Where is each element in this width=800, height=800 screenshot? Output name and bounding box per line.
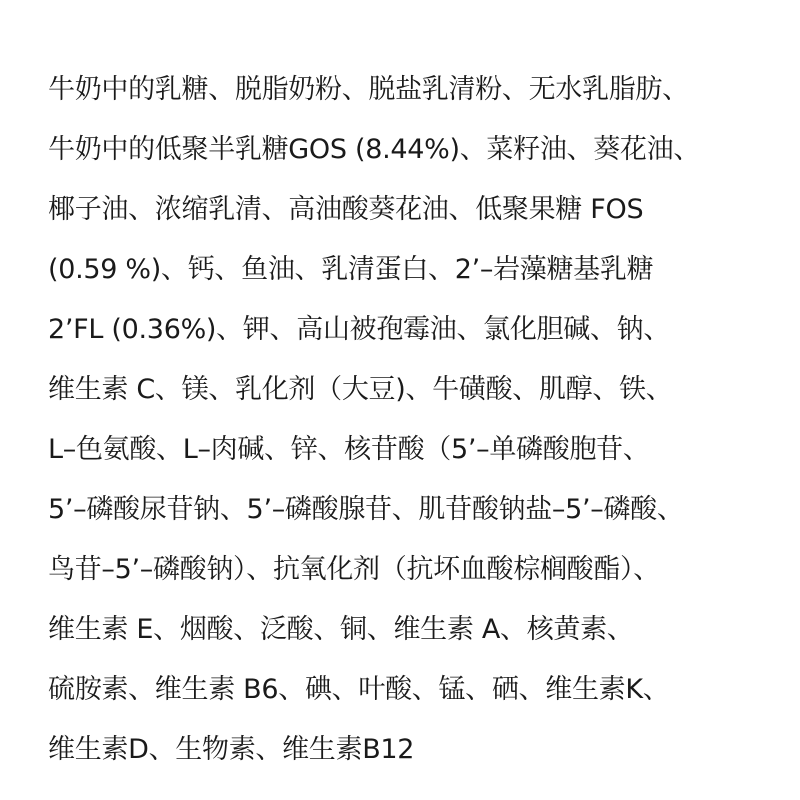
ingredient-line-11: 硫胺素、维生素 B6、碘、叶酸、锰、硒、维生素K、 — [48, 674, 670, 705]
ingredient-line-4: (0.59 %)、钙、鱼油、乳清蛋白、2’–岩藻糖基乳糖 — [48, 254, 654, 285]
ingredient-line-9: 鸟苷–5’–磷酸钠）、抗氧化剂（抗坏血酸棕榈酸酯）、 — [48, 554, 660, 585]
ingredient-line-6: 维生素 C、镁、乳化剂（大豆)、牛磺酸、肌醇、铁、 — [48, 374, 673, 405]
ingredient-line-7: L–色氨酸、L–肉碱、锌、核苷酸（5’–单磷酸胞苷、 — [48, 434, 650, 465]
ingredient-line-5: 2’FL (0.36%)、钾、高山被孢霉油、氯化胆碱、钠、 — [48, 314, 671, 345]
ingredient-line-3: 椰子油、浓缩乳清、高油酸葵花油、低聚果糖 FOS — [48, 194, 644, 225]
ingredient-list — [48, 60, 778, 780]
ingredient-line-12: 维生素D、生物素、维生素B12 — [48, 734, 415, 765]
ingredient-line-8: 5’–磷酸尿苷钠、5’–磷酸腺苷、肌苷酸钠盐–5’–磷酸、 — [48, 494, 684, 525]
ingredient-line-10: 维生素 E、烟酸、泛酸、铜、维生素 A、核黄素、 — [48, 614, 634, 645]
ingredient-line-2: 牛奶中的低聚半乳糖GOS (8.44%)、菜籽油、葵花油、 — [48, 134, 701, 165]
ingredient-line-1: 牛奶中的乳糖、脱脂奶粉、脱盐乳清粉、无水乳脂肪、 — [48, 74, 689, 105]
